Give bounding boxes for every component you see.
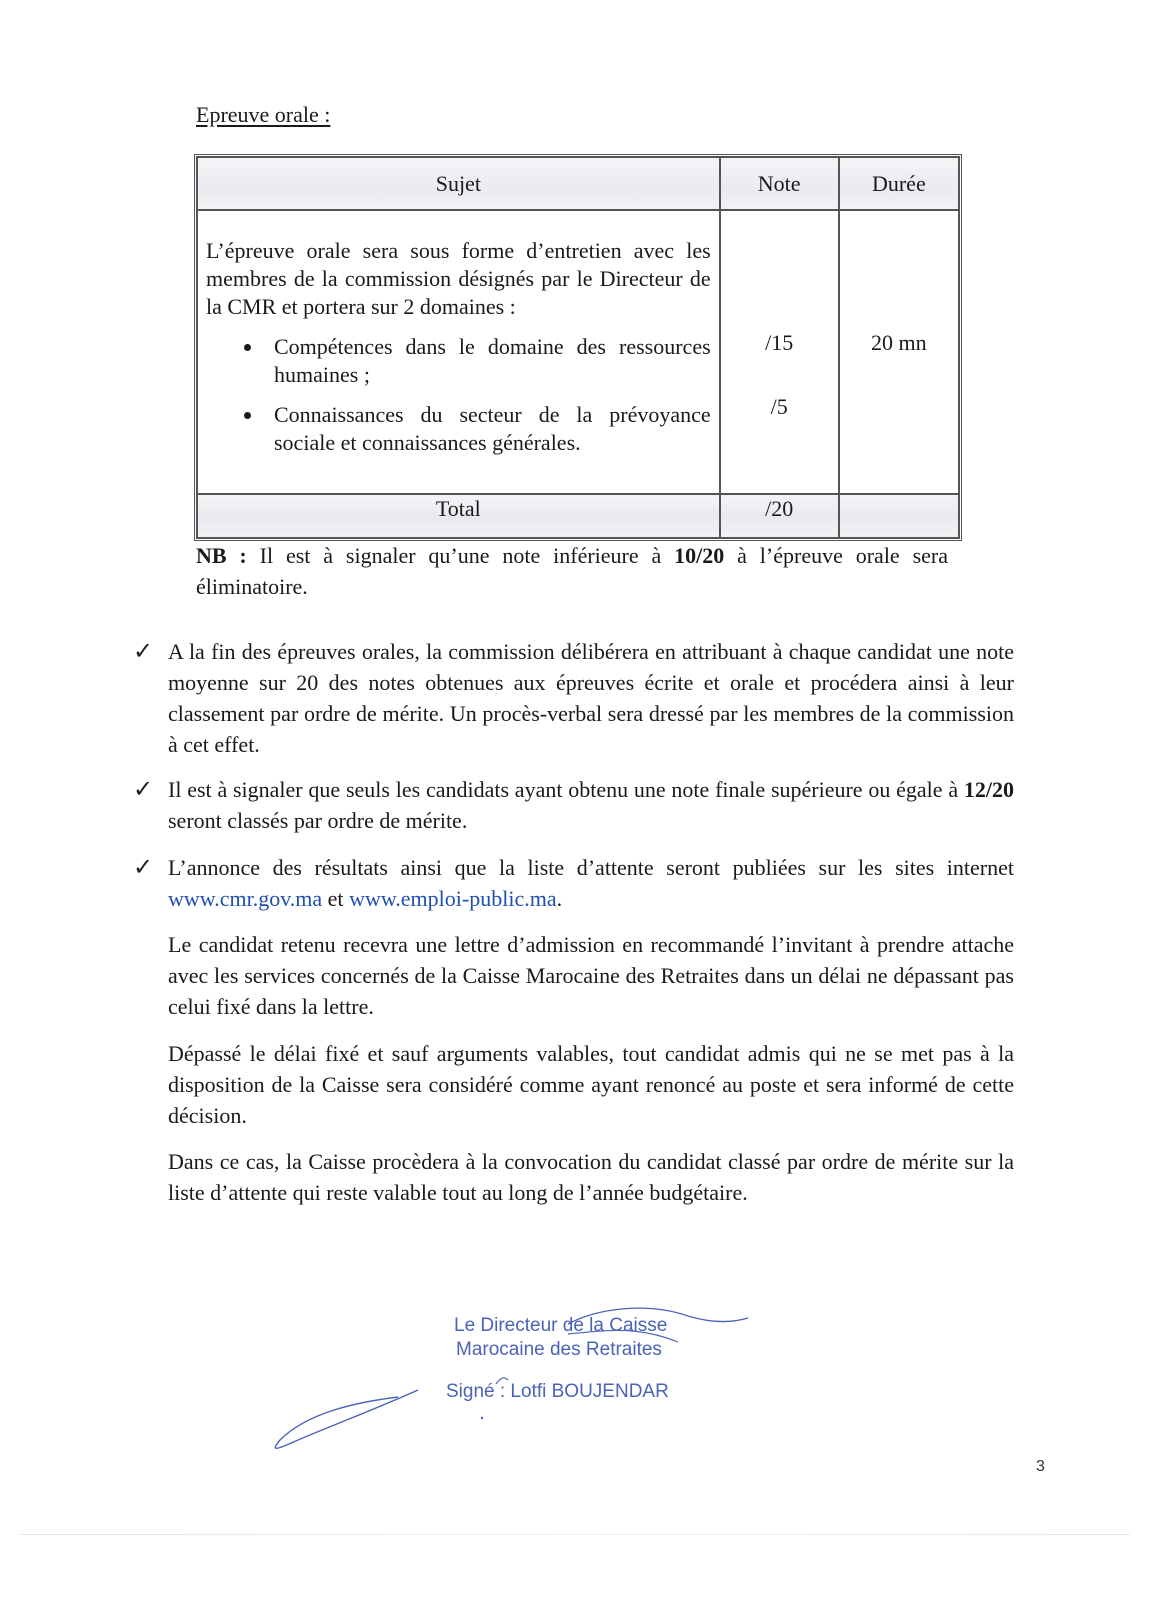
scan-edge-divider (20, 1534, 1130, 1535)
checklist-item-deliberation: A la fin des épreuves orales, la commission délibérera en attribuant à chaque candidat une note moyenne sur 20 des notes obtenues aux épreuves écrite et orale et procédera ainsi à leur classement par ordre de mérite. Un procès-verbal sera dressé par les membres de la commission à cet effet. (168, 639, 1014, 757)
header-note: Note (720, 157, 839, 210)
results-text-middle: et (322, 886, 350, 911)
total-note: /20 (720, 494, 839, 538)
note-cell (720, 210, 839, 494)
paragraph-deadline: Dépassé le délai fixé et sauf arguments valables, tout candidat admis qui ne se met pas à la disposition de la Caisse sera considéré comme ayant renoncé au poste et sera informé de cette décision. (168, 1041, 1014, 1128)
signature-title-line1: Le Directeur de la Caisse (454, 1315, 668, 1336)
ranking-threshold: 12/20 (963, 777, 1014, 802)
nb-label: NB : (196, 543, 247, 568)
oral-exam-table (194, 154, 962, 541)
domain-item: Compétences dans le domaine des ressources humaines ; (274, 334, 711, 387)
domain-list (206, 333, 711, 457)
table-body-row (197, 210, 959, 494)
subject-cell (197, 210, 720, 494)
checklist-item-results (168, 852, 1014, 914)
total-row (197, 494, 959, 538)
ranking-text-after: seront classés par ordre de mérite. (168, 808, 468, 833)
nb-text-after: à l’épreuve orale sera éliminatoire. (196, 543, 948, 599)
signature-stroke (275, 1390, 418, 1448)
domain-item: Connaissances du secteur de la prévoyance sociale et connaissances générales. (274, 402, 711, 455)
cmr-website-link[interactable]: www.cmr.gov.ma (168, 886, 323, 911)
note-value: /15 (765, 330, 794, 355)
checkmark-icon: ✓ (133, 853, 154, 881)
nb-note (196, 540, 948, 602)
page-number: 3 (1036, 1458, 1045, 1475)
nb-text-before: Il est à signaler qu’une note inférieure à (246, 543, 675, 568)
checklist-item-ranking (168, 774, 1014, 836)
duree-cell: 20 mn (839, 210, 959, 494)
signature-signed-line: Signé : Lotfi BOUJENDAR (446, 1381, 669, 1402)
results-text-after: . (556, 886, 563, 911)
signature-title-line2: Marocaine des Retraites (456, 1339, 662, 1360)
signature-dot (481, 1417, 483, 1419)
checkmark-icon: ✓ (133, 637, 154, 665)
note-value: /5 (770, 394, 788, 419)
signature-stamp (268, 1290, 768, 1460)
results-text-before: L’annonce des résultats ainsi que la liste d’attente seront publiées sur les sites internet (168, 855, 1014, 880)
total-label: Total (197, 494, 720, 538)
signature-stroke (496, 1378, 508, 1384)
nb-threshold: 10/20 (674, 543, 725, 568)
paragraph-admission: Le candidat retenu recevra une lettre d’admission en recommandé l’invitant à prendre attache avec les services concernés de la Caisse Marocaine des Retraites dans un délai ne dépassant pas celui fixé dans la lettre. (168, 932, 1014, 1019)
section-title: Epreuve orale : (196, 102, 331, 127)
paragraph-waitlist: Dans ce cas, la Caisse procèdera à la convocation du candidat classé par ordre de mérite sur la liste d’attente qui reste valable tout au long de l’année budgétaire. (168, 1149, 1014, 1205)
checkmark-icon: ✓ (133, 775, 154, 803)
subject-intro: L’épreuve orale sera sous forme d’entretien avec les membres de la commission désignés par le Directeur de la CMR et portera sur 2 domaines : (206, 238, 711, 319)
table-header-row (197, 157, 959, 210)
total-duree (839, 494, 959, 538)
signature-stroke (568, 1308, 748, 1324)
handwritten-signature (268, 1290, 768, 1460)
ranking-text-before: Il est à signaler que seuls les candidats ayant obtenu une note finale supérieure ou égale à (168, 777, 964, 802)
header-sujet: Sujet (197, 157, 720, 210)
signature-stroke (568, 1330, 678, 1342)
emploi-public-link[interactable]: www.emploi-public.ma (349, 886, 557, 911)
header-duree: Durée (839, 157, 959, 210)
